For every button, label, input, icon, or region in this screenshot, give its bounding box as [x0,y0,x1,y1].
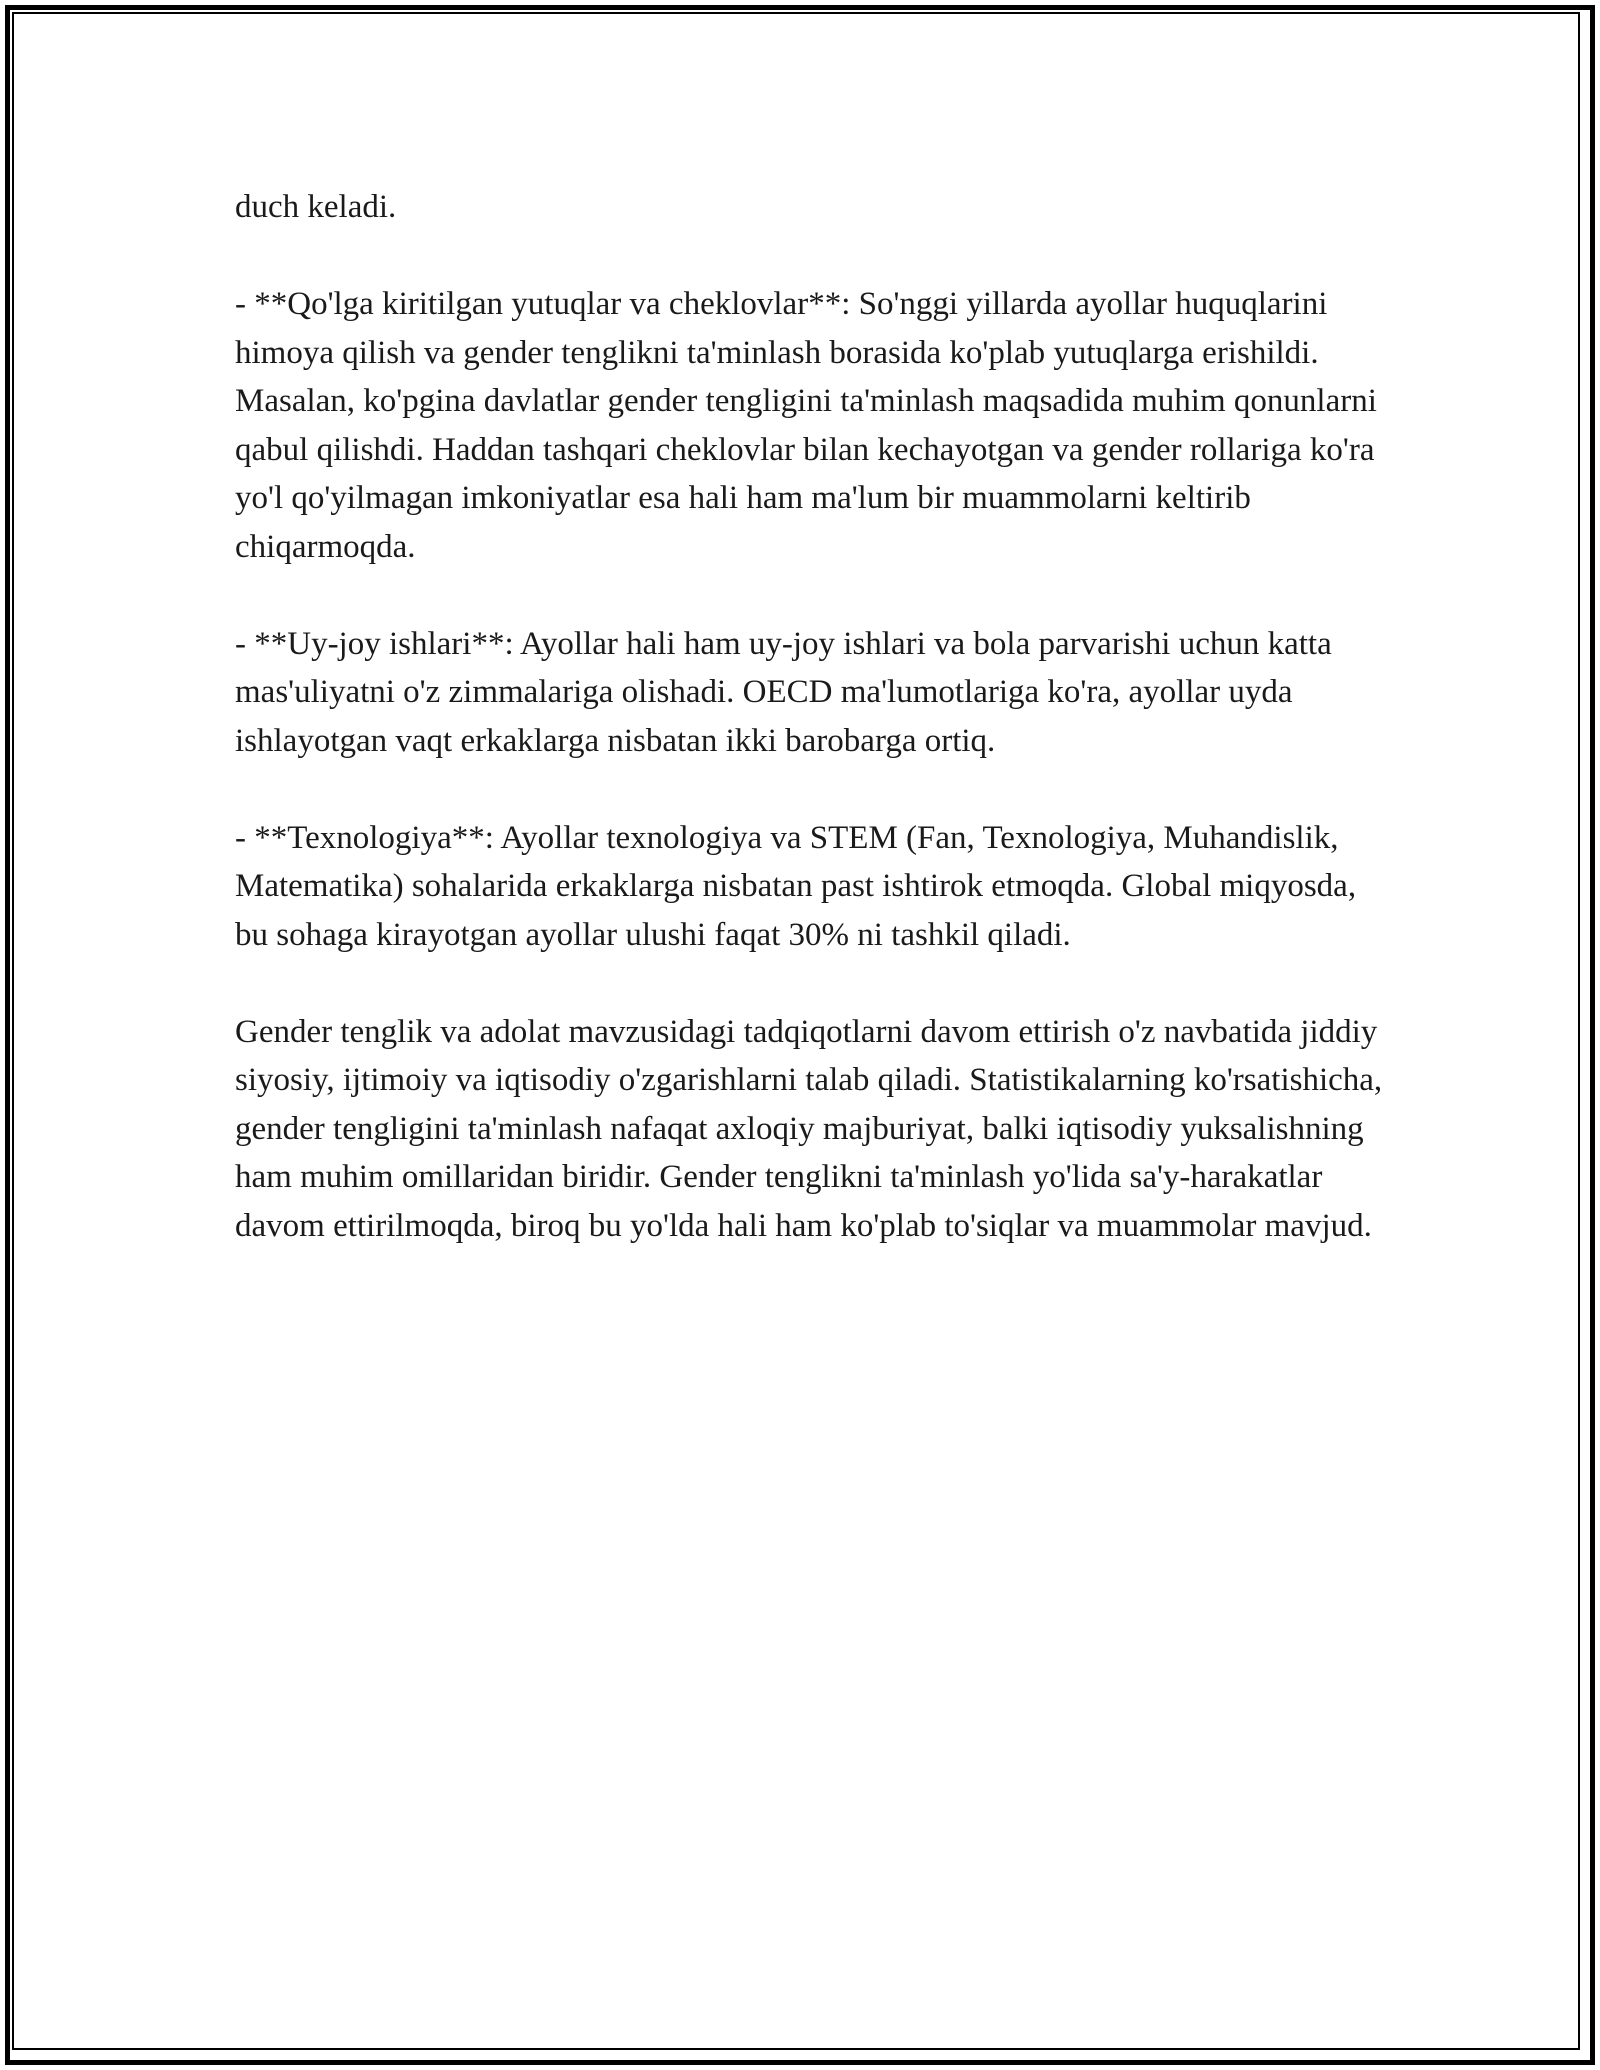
paragraph-achievements: - **Qo'lga kiritilgan yutuqlar va cheklovlar**: So'nggi yillarda ayollar huquqlarini himoya qilish va gender tenglikni ta'minlash borasida ko'plab yutuqlarga erishildi. Masalan, ko'pgina davlatlar gender tengligini ta'minlash maqsadida muhim qonunlarni qabul qilishdi. Haddan tashqari cheklovlar bilan kechayotgan va gender rollariga ko'ra yo'l qo'yilmagan imkoniyatlar esa hali ham ma'lum bir muammolarni keltirib chiqarmoqda. [235,286,1377,565]
paragraph-housework: - **Uy-joy ishlari**: Ayollar hali ham uy-joy ishlari va bola parvarishi uchun katta mas'uliyatni o'z zimmalariga olishadi. OECD ma'lumotlariga ko'ra, ayollar uyda ishlayotgan vaqt erkaklarga nisbatan ikki barobarga ortiq. [235,625,1332,759]
paragraph-continuation: duch keladi. [235,189,397,225]
paragraph-technology: - **Texnologiya**: Ayollar texnologiya va STEM (Fan, Texnologiya, Muhandislik, Matematika) sohalarida erkaklarga nisbatan past ishtirok etmoqda. Global miqyosda, bu sohaga kirayotgan ayollar ulushi faqat 30% ni tashkil qiladi. [235,819,1357,953]
document-body [235,183,1385,1299]
paragraph-conclusion: Gender tenglik va adolat mavzusidagi tadqiqotlarni davom ettirish o'z navbatida jiddiy siyosiy, ijtimoiy va iqtisodiy o'zgarishlarni talab qiladi. Statistikalarning ko'rsatishicha, gender tengligini ta'minlash nafaqat axloqiy majburiyat, balki iqtisodiy yuksalishning ham muhim omillaridan biridir. Gender tenglikni ta'minlash yo'lida sa'y-harakatlar davom ettirilmoqda, biroq bu yo'lda hali ham ko'plab to'siqlar va muammolar mavjud. [235,1013,1383,1244]
